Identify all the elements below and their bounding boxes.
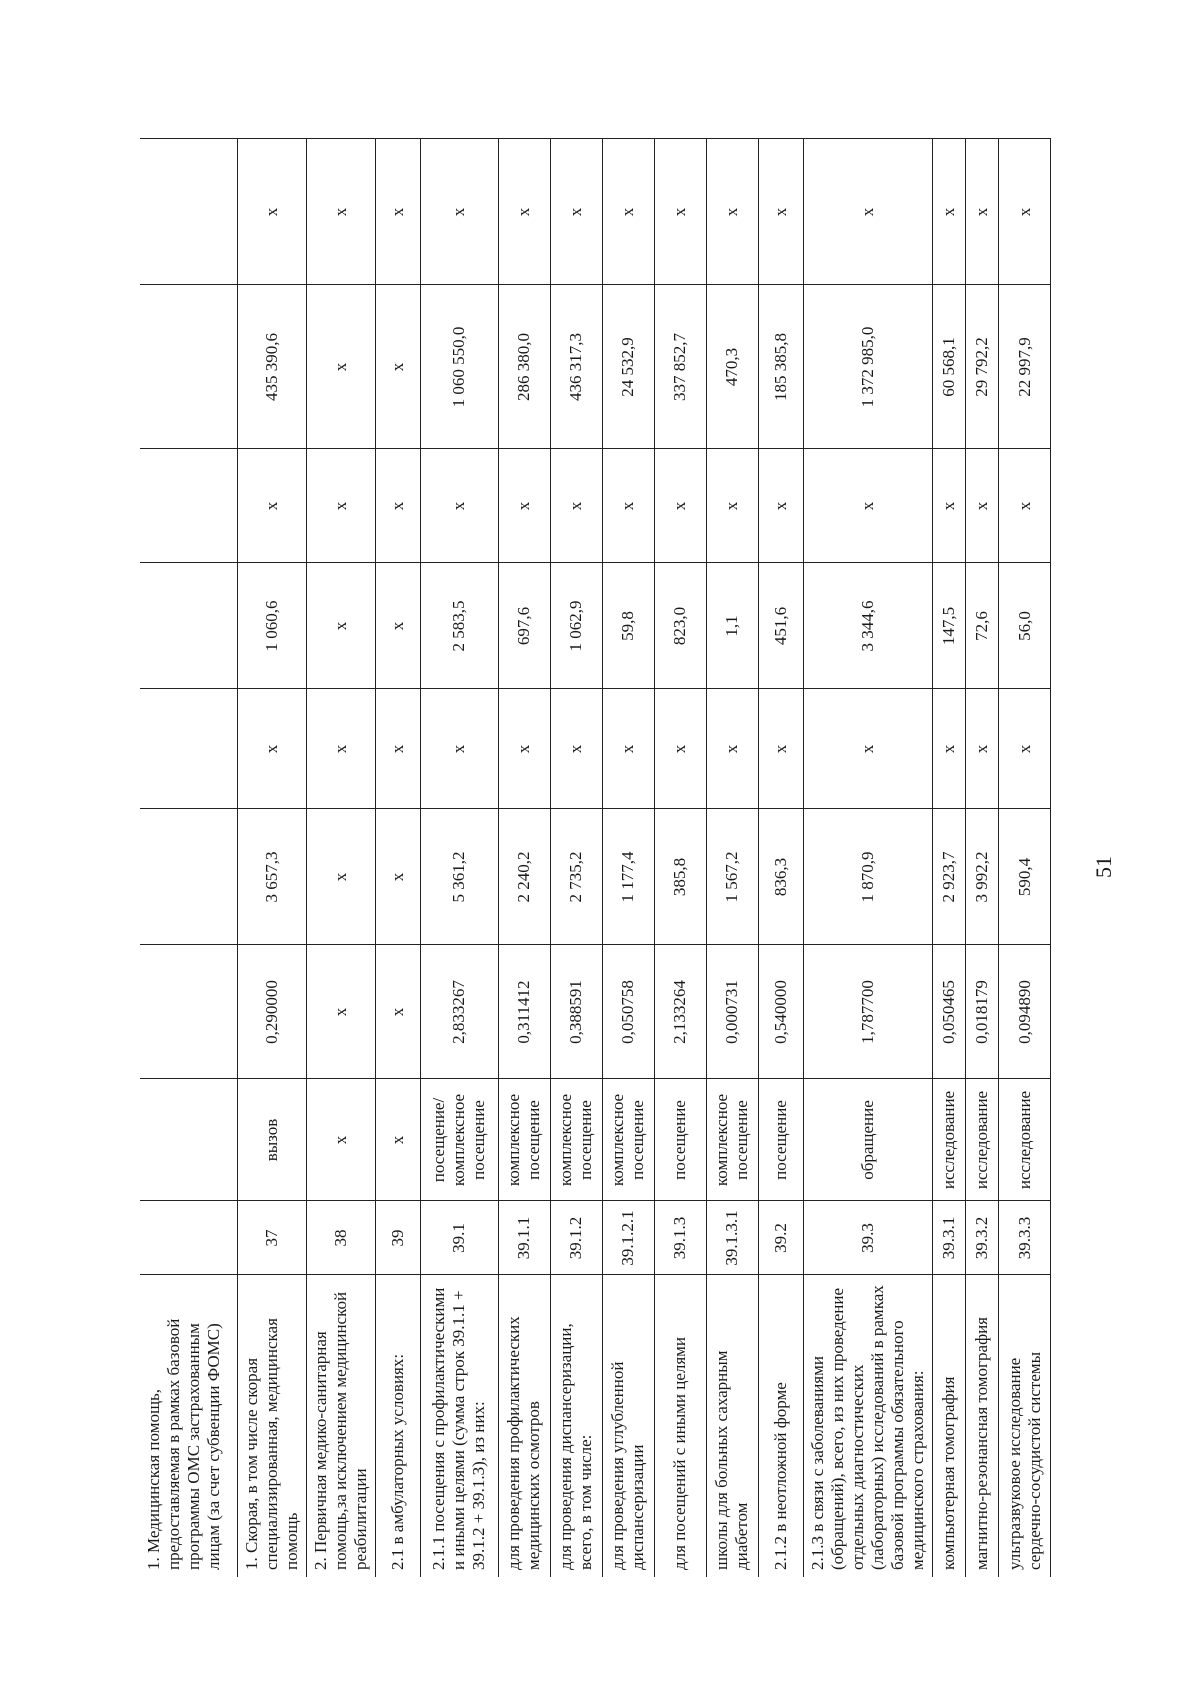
total-oms-cell: 1 060 550,0 [420,285,498,449]
table-row [706,139,758,1577]
table-row [498,139,550,1577]
table-row [654,139,706,1577]
total-budget-cell: х [706,449,758,563]
row-name-cell: 2. Первичная медико-санитарная помощь,за исключением медицинской реабилитации [306,1275,375,1577]
volume-norm-cell: х [306,945,375,1079]
total-budget-cell: х [237,449,306,563]
cost-norm-cell: 2 240,2 [498,809,550,945]
section-header-empty-cell [140,689,237,809]
row-name-cell: для проведения углубленной диспансеризации [602,1275,654,1577]
section-header-empty-cell [140,1201,237,1275]
row-code-cell: 39.3.2 [966,1201,999,1275]
per-capita-budget-cell: х [550,689,602,809]
volume-norm-cell: 0,311412 [498,945,550,1079]
row-name-cell: 2.1.3 в связи с заболеваниями (обращений), всего, из них проведение отдельных диагностических (лабораторных) исследований в рамках базовой программы обязательного медицинского страхования: [803,1275,932,1577]
row-name-cell: для проведения профилактических медицинских осмотров [498,1275,550,1577]
per-capita-oms-cell: 147,5 [933,563,966,689]
per-capita-budget-cell: х [420,689,498,809]
row-code-cell: 38 [306,1201,375,1275]
total-budget-cell: х [654,449,706,563]
cost-norm-cell: 1 567,2 [706,809,758,945]
per-capita-oms-cell: 1 062,9 [550,563,602,689]
volume-norm-cell: 0,000731 [706,945,758,1079]
cost-norm-cell: 1 870,9 [803,809,932,945]
volume-norm-cell: 0,290000 [237,945,306,1079]
per-capita-oms-cell: 2 583,5 [420,563,498,689]
section-header-empty-cell [140,1079,237,1201]
row-code-cell: 39.3 [803,1201,932,1275]
cost-norm-cell: 2 923,7 [933,809,966,945]
row-name-cell: компьютерная томография [933,1275,966,1577]
unit-cell: комплексное посещение [706,1079,758,1201]
share-cell: х [758,139,803,285]
total-oms-cell: х [306,285,375,449]
per-capita-oms-cell: 56,0 [999,563,1051,689]
cost-norm-cell: 836,3 [758,809,803,945]
per-capita-budget-cell: х [602,689,654,809]
unit-cell: х [375,1079,420,1201]
total-budget-cell: х [420,449,498,563]
row-code-cell: 39.1.3 [654,1201,706,1275]
share-cell: х [803,139,932,285]
table-row [306,139,375,1577]
section-header-empty-cell [140,449,237,563]
row-code-cell: 39.1 [420,1201,498,1275]
table-row [966,139,999,1577]
row-code-cell: 39.3.3 [999,1201,1051,1275]
unit-cell: исследование [933,1079,966,1201]
table-row [933,139,966,1577]
share-cell: х [706,139,758,285]
total-budget-cell: х [498,449,550,563]
section-header-empty-cell [140,809,237,945]
cost-norm-cell: 590,4 [999,809,1051,945]
cost-norm-cell: х [306,809,375,945]
volume-norm-cell: 0,050465 [933,945,966,1079]
total-budget-cell: х [550,449,602,563]
row-name-cell: 2.1.1 посещения с профилактическими и иными целями (сумма строк 39.1.1 + 39.1.2 + 39.1.3), из них: [420,1275,498,1577]
table-row [758,139,803,1577]
total-oms-cell: 286 380,0 [498,285,550,449]
unit-cell: комплексное посещение [602,1079,654,1201]
row-name-cell: 1. Скорая, в том числе скорая специализированная, медицинская помощь [237,1275,306,1577]
volume-norm-cell: 0,388591 [550,945,602,1079]
row-code-cell: 39.3.1 [933,1201,966,1275]
volume-norm-cell: 0,018179 [966,945,999,1079]
row-code-cell: 39.1.3.1 [706,1201,758,1275]
per-capita-budget-cell: х [706,689,758,809]
share-cell: х [237,139,306,285]
per-capita-oms-cell: 1,1 [706,563,758,689]
total-budget-cell: х [933,449,966,563]
volume-norm-cell: 2,133264 [654,945,706,1079]
total-oms-cell: 185 385,8 [758,285,803,449]
per-capita-budget-cell: х [654,689,706,809]
volume-norm-cell: х [375,945,420,1079]
volume-norm-cell: 1,787700 [803,945,932,1079]
total-oms-cell: х [375,285,420,449]
section-header-row [140,139,237,1577]
per-capita-budget-cell: х [237,689,306,809]
per-capita-budget-cell: х [966,689,999,809]
volume-norm-cell: 0,094890 [999,945,1051,1079]
section-header-cell: 1. Медицинская помощь, предоставляемая в рамках базовой программы ОМС застрахованным лицам (за счет субвенции ФОМС) [140,1275,237,1577]
row-code-cell: 37 [237,1201,306,1275]
share-cell: х [498,139,550,285]
per-capita-oms-cell: 1 060,6 [237,563,306,689]
program-cost-table [140,139,1051,1578]
cost-norm-cell: 1 177,4 [602,809,654,945]
section-header-empty-cell [140,139,237,285]
table-row [550,139,602,1577]
cost-norm-cell: 385,8 [654,809,706,945]
row-code-cell: 39.2 [758,1201,803,1275]
per-capita-budget-cell: х [758,689,803,809]
per-capita-budget-cell: х [933,689,966,809]
per-capita-oms-cell: 823,0 [654,563,706,689]
per-capita-budget-cell: х [306,689,375,809]
total-budget-cell: х [803,449,932,563]
share-cell: х [654,139,706,285]
total-budget-cell: х [758,449,803,563]
share-cell: х [966,139,999,285]
per-capita-oms-cell: х [375,563,420,689]
cost-norm-cell: 2 735,2 [550,809,602,945]
row-name-cell: ультразвуковое исследование сердечно-сосудистой системы [999,1275,1051,1577]
table-row [237,139,306,1577]
unit-cell: посещение [758,1079,803,1201]
per-capita-budget-cell: х [803,689,932,809]
table-body [140,139,1051,1577]
row-name-cell: для проведения диспансеризации, всего, в том числе: [550,1275,602,1577]
table-row [999,139,1051,1577]
share-cell: х [550,139,602,285]
row-name-cell: 2.1.2 в неотложной форме [758,1275,803,1577]
row-code-cell: 39.1.1 [498,1201,550,1275]
share-cell: х [420,139,498,285]
volume-norm-cell: 2,833267 [420,945,498,1079]
row-name-cell: 2.1 в амбулаторных условиях: [375,1275,420,1577]
volume-norm-cell: 0,540000 [758,945,803,1079]
total-oms-cell: 22 997,9 [999,285,1051,449]
unit-cell: х [306,1079,375,1201]
unit-cell: комплексное посещение [550,1079,602,1201]
unit-cell: посещение/ комплексное посещение [420,1079,498,1201]
share-cell: х [306,139,375,285]
cost-norm-cell: 3 992,2 [966,809,999,945]
table-row [602,139,654,1577]
row-code-cell: 39 [375,1201,420,1275]
unit-cell: посещение [654,1079,706,1201]
total-oms-cell: 435 390,6 [237,285,306,449]
share-cell: х [933,139,966,285]
section-header-empty-cell [140,563,237,689]
row-code-cell: 39.1.2 [550,1201,602,1275]
unit-cell: исследование [966,1079,999,1201]
cost-norm-cell: х [375,809,420,945]
section-header-empty-cell [140,285,237,449]
total-budget-cell: х [999,449,1051,563]
row-code-cell: 39.1.2.1 [602,1201,654,1275]
cost-norm-cell: 5 361,2 [420,809,498,945]
share-cell: х [999,139,1051,285]
total-oms-cell: 436 317,3 [550,285,602,449]
table-row [375,139,420,1577]
share-cell: х [375,139,420,285]
per-capita-budget-cell: х [375,689,420,809]
total-oms-cell: 337 852,7 [654,285,706,449]
per-capita-oms-cell: х [306,563,375,689]
total-oms-cell: 60 568,1 [933,285,966,449]
row-name-cell: школы для больных сахарным диабетом [706,1275,758,1577]
total-oms-cell: 29 792,2 [966,285,999,449]
unit-cell: исследование [999,1079,1051,1201]
page-number: 51 [1091,856,1116,878]
row-name-cell: магнитно-резонансная томография [966,1275,999,1577]
cost-norm-cell: 3 657,3 [237,809,306,945]
total-budget-cell: х [966,449,999,563]
row-name-cell: для посещений с иными целями [654,1275,706,1577]
per-capita-oms-cell: 59,8 [602,563,654,689]
share-cell: х [602,139,654,285]
unit-cell: обращение [803,1079,932,1201]
per-capita-oms-cell: 451,6 [758,563,803,689]
total-oms-cell: 470,3 [706,285,758,449]
total-oms-cell: 1 372 985,0 [803,285,932,449]
total-budget-cell: х [375,449,420,563]
table-row [803,139,932,1577]
per-capita-budget-cell: х [498,689,550,809]
per-capita-budget-cell: х [999,689,1051,809]
per-capita-oms-cell: 3 344,6 [803,563,932,689]
unit-cell: вызов [237,1079,306,1201]
total-budget-cell: х [602,449,654,563]
volume-norm-cell: 0,050758 [602,945,654,1079]
per-capita-oms-cell: 697,6 [498,563,550,689]
table-row [420,139,498,1577]
section-header-empty-cell [140,945,237,1079]
total-oms-cell: 24 532,9 [602,285,654,449]
total-budget-cell: х [306,449,375,563]
unit-cell: комплексное посещение [498,1079,550,1201]
per-capita-oms-cell: 72,6 [966,563,999,689]
